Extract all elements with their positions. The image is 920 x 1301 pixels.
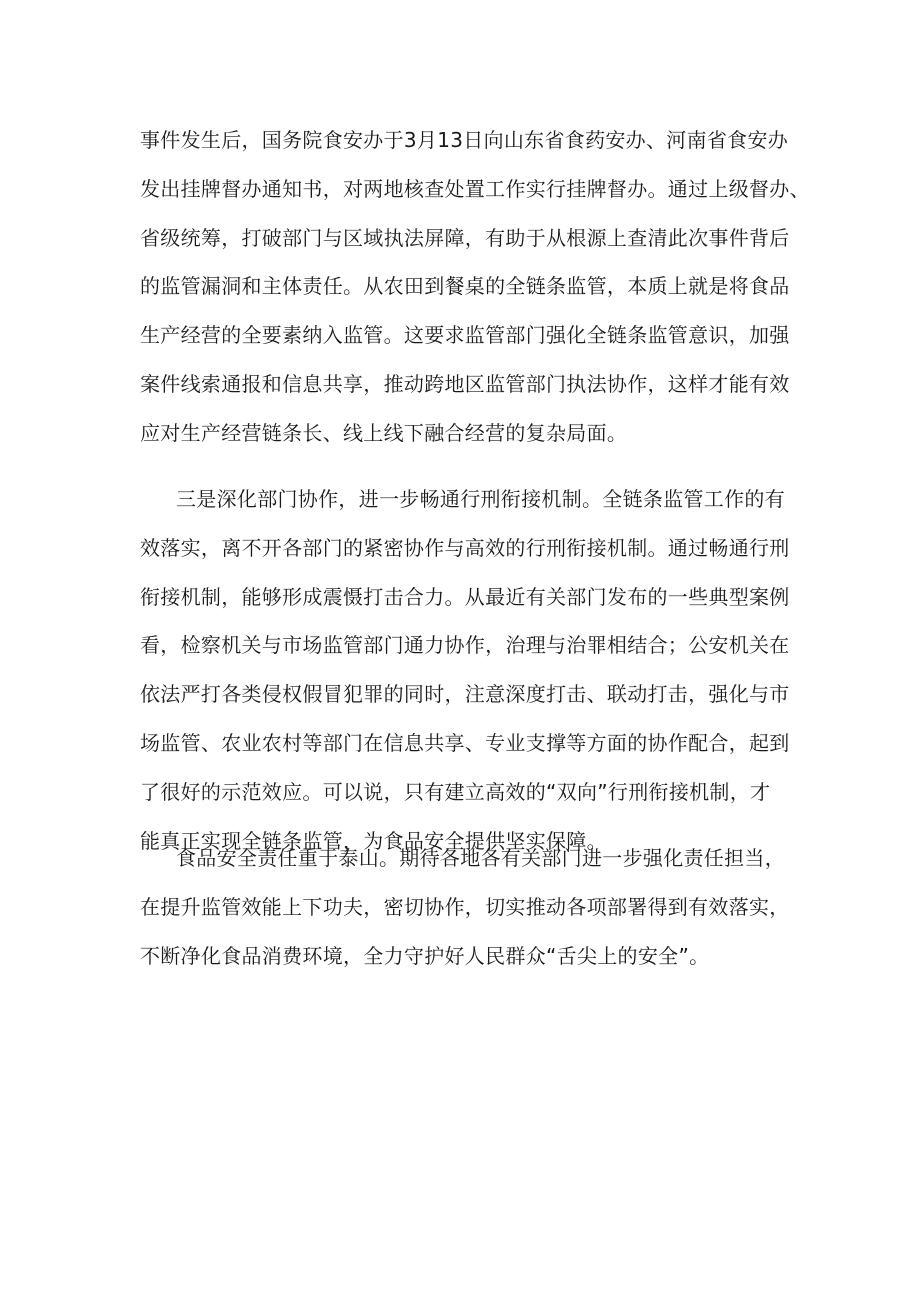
- text-line: 事件发生后，国务院食安办于3月13日向山东省食药安办、河南省食安办: [140, 128, 789, 152]
- text-line: 案件线索通报和信息共享，推动跨地区监管部门执法协作，这样才能有效: [140, 371, 790, 396]
- paragraph-3: [140, 834, 790, 980]
- text-line: 了很好的示范效应。可以说，只有建立高效的“双向”行刑衔接机制，才: [140, 779, 771, 804]
- text-line: 依法严打各类侵权假冒犯罪的同时，注意深度打击、联动打击，强化与市: [140, 682, 790, 707]
- text-line: 场监管、农业农村等部门在信息共享、专业支撑等方面的协作配合，起到: [140, 730, 790, 755]
- text-line: 三是深化部门协作，进一步畅通行刑衔接机制。全链条监管工作的有: [176, 487, 785, 511]
- text-line: 能真正实现全链条监管，为食品安全提供坚实保障。: [140, 828, 607, 853]
- text-line: 应对生产经营链条长、线上线下融合经营的复杂局面。: [140, 420, 628, 445]
- paragraph-1: [140, 116, 810, 458]
- text-line: 的监管漏洞和主体责任。从农田到餐桌的全链条监管，本质上就是将食品: [140, 274, 790, 299]
- text-line: 衔接机制，能够形成震慑打击合力。从最近有关部门发布的一些典型案例: [140, 584, 790, 609]
- text-line: 食品安全责任重于泰山。期待各地各有关部门进一步强化责任担当，: [176, 846, 785, 870]
- text-line: 效落实，离不开各部门的紧密协作与高效的行刑衔接机制。通过畅通行刑: [140, 535, 790, 560]
- text-line: 在提升监管效能上下功夫，密切协作，切实推动各项部署得到有效落实，: [140, 894, 790, 919]
- text-line: 看，检察机关与市场监管部门通力协作，治理与治罪相结合；公安机关在: [140, 633, 790, 658]
- text-line: 省级统筹，打破部门与区域执法屏障，有助于从根源上查清此次事件背后: [140, 225, 790, 250]
- text-line: 发出挂牌督办通知书，对两地核查处置工作实行挂牌督办。通过上级督办、: [140, 176, 810, 201]
- text-line: 生产经营的全要素纳入监管。这要求监管部门强化全链条监管意识，加强: [140, 323, 790, 348]
- text-line: 不断净化食品消费环境，全力守护好人民群众“舌尖上的安全”。: [140, 943, 710, 968]
- paragraph-2: [140, 475, 790, 865]
